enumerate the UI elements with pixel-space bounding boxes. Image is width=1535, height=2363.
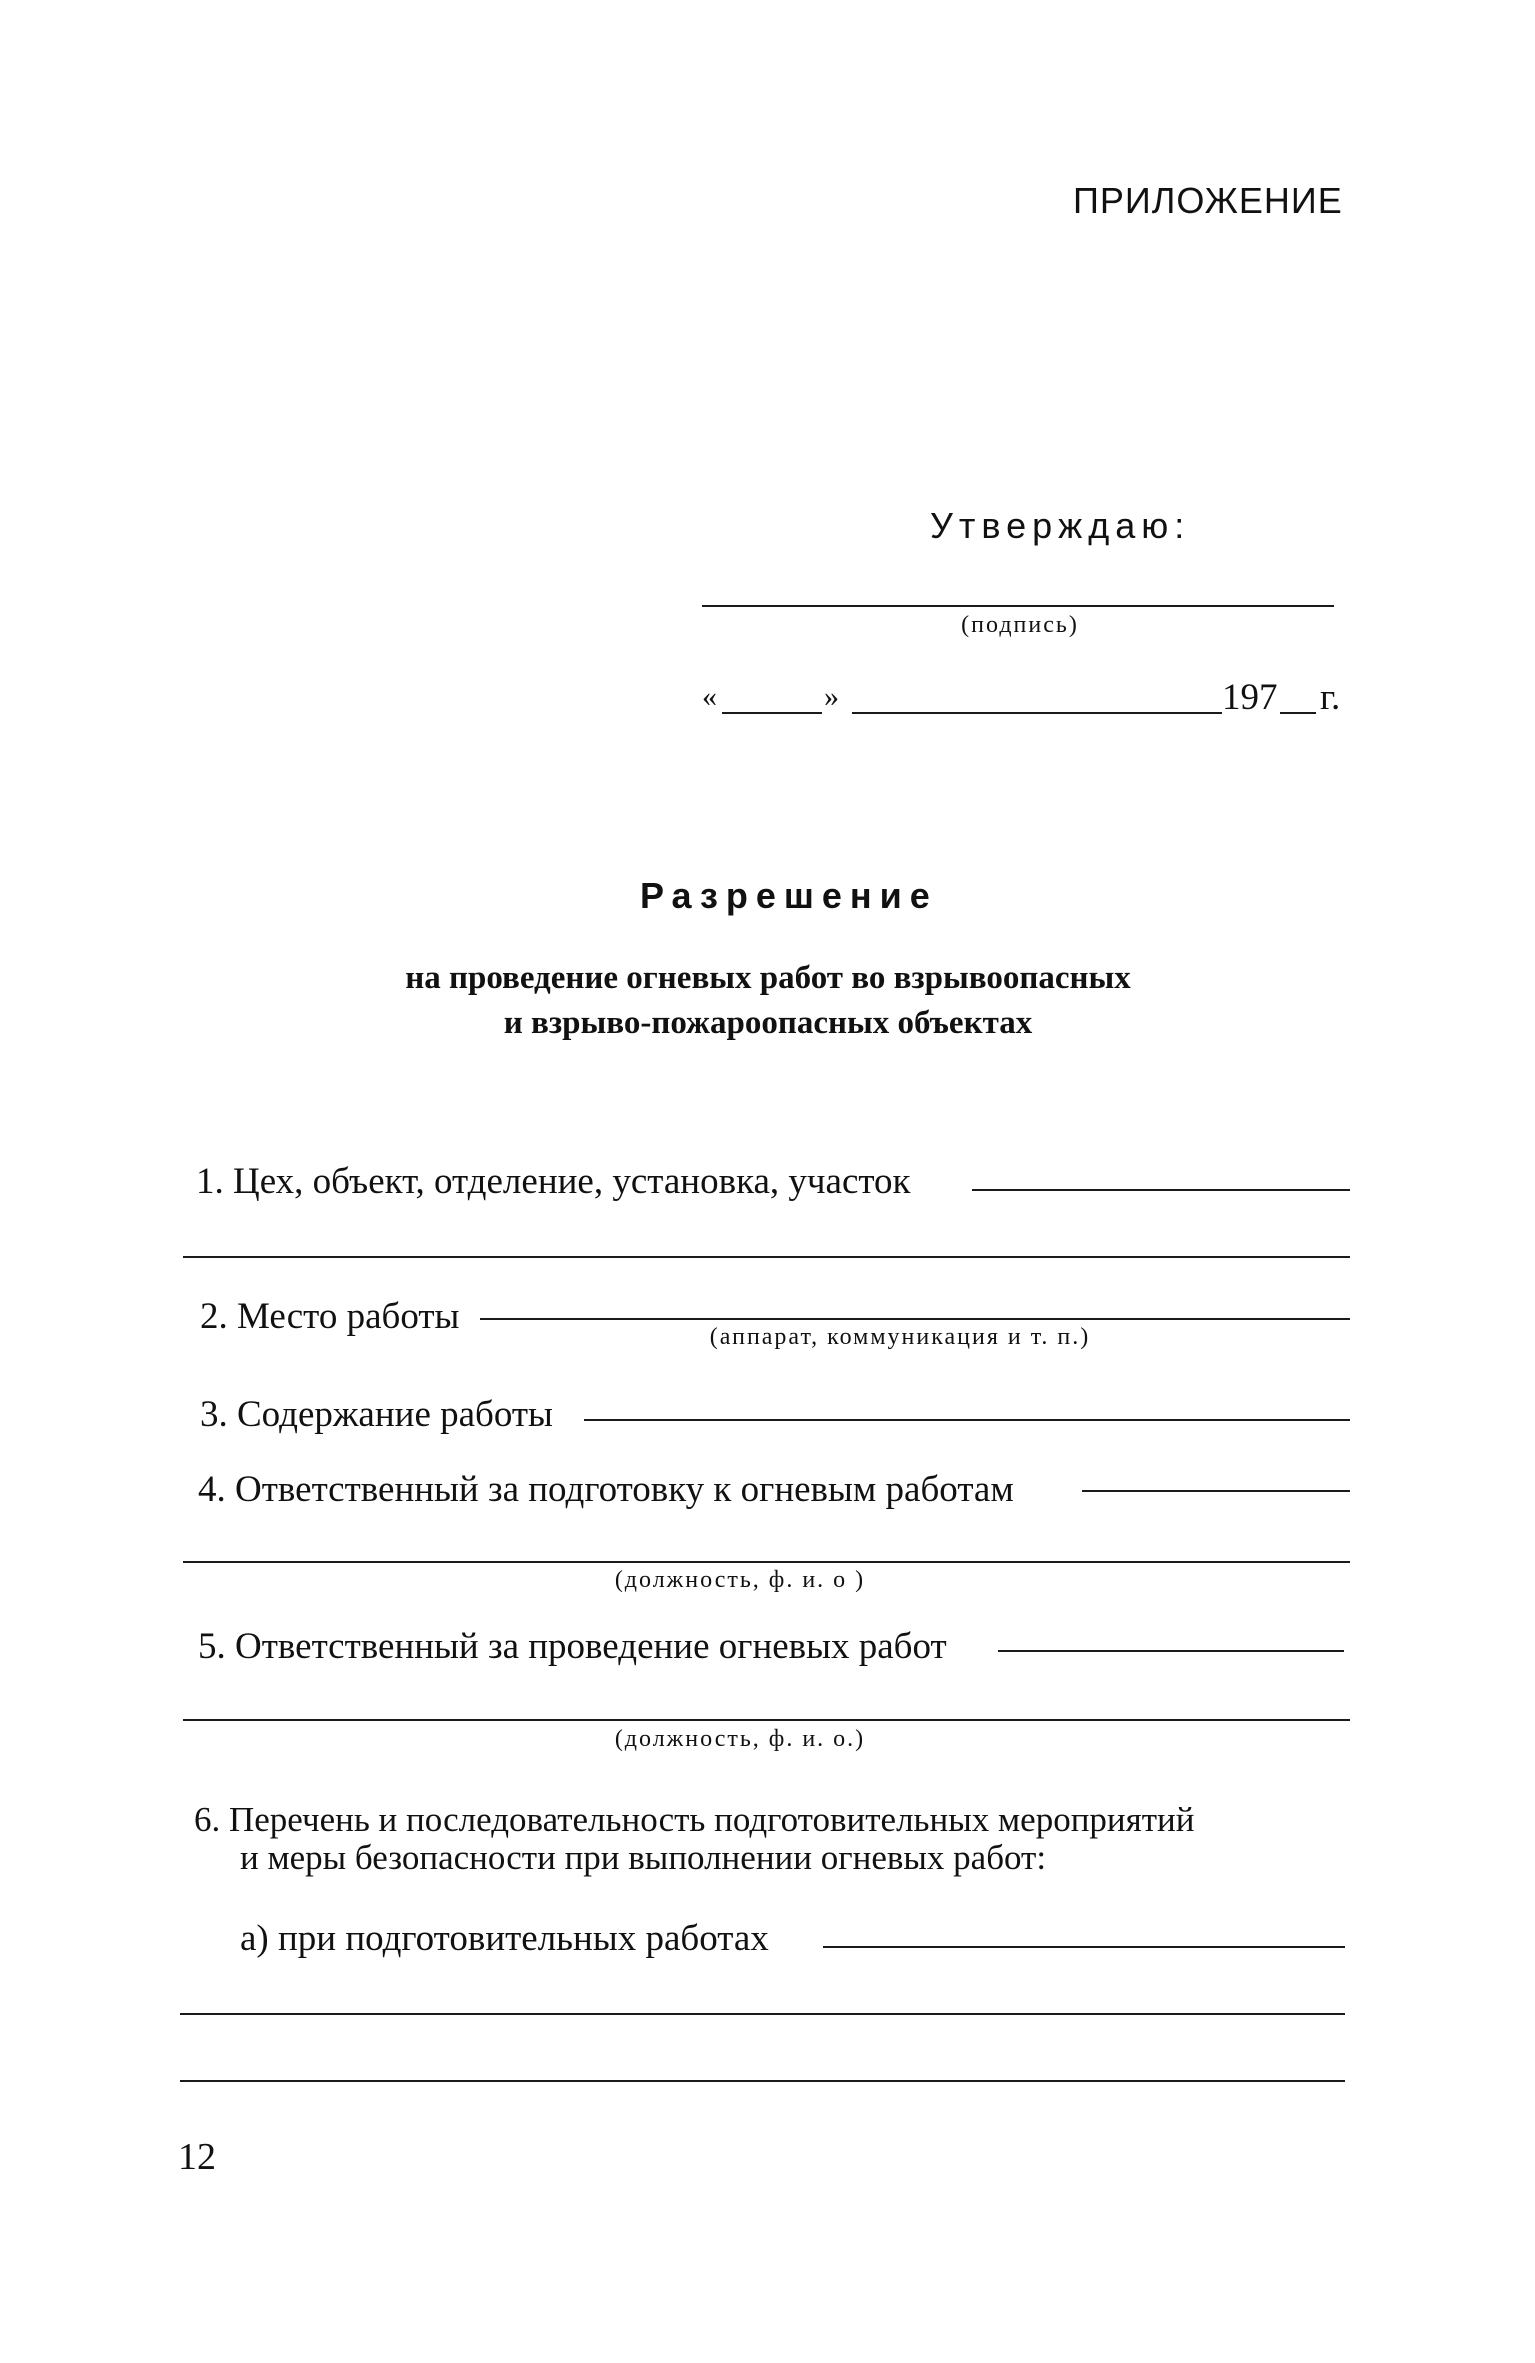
item-2-caption: (аппарат, коммуникация и т. п.) — [709, 1324, 1091, 1350]
date-open-quote: « — [702, 680, 717, 713]
document-subtitle-line1: на проведение огневых работ во взрывоопасных — [405, 960, 1131, 996]
item-4-caption: (должность, ф. и. о ) — [614, 1567, 866, 1593]
item-6a-field-continued-2[interactable] — [180, 2080, 1345, 2082]
item-1-field[interactable] — [972, 1189, 1350, 1191]
item-2-field[interactable] — [480, 1318, 1350, 1320]
item-6a-label: а) при подготовительных работах — [240, 1918, 769, 1959]
date-year-line[interactable] — [1280, 712, 1316, 714]
item-3-field[interactable] — [584, 1419, 1350, 1421]
item-6-label-line2: и меры безопасности при выполнении огневых работ: — [240, 1838, 1047, 1877]
approval-date-row — [702, 677, 1362, 724]
item-5-field-continued[interactable] — [183, 1719, 1350, 1721]
item-6a-field[interactable] — [823, 1946, 1345, 1948]
date-year-prefix: 197 — [1222, 677, 1278, 718]
document-subtitle — [268, 956, 1268, 1046]
item-3-label: 3. Содержание работы — [200, 1394, 553, 1435]
item-2-label: 2. Место работы — [200, 1296, 460, 1337]
date-month-line[interactable] — [852, 712, 1222, 714]
signature-caption: (подпись) — [961, 612, 1079, 638]
item-1-label: 1. Цех, объект, отделение, установка, участок — [196, 1161, 911, 1202]
item-1-field-continued[interactable] — [183, 1256, 1350, 1258]
item-4-field-continued[interactable] — [183, 1561, 1350, 1563]
item-5-field[interactable] — [998, 1650, 1344, 1652]
document-subtitle-line2: и взрыво-пожароопасных объектах — [503, 1005, 1033, 1041]
date-day-line[interactable] — [722, 712, 822, 714]
document-title: Разрешение — [640, 875, 938, 916]
page-number: 12 — [178, 2136, 216, 2178]
item-4-label: 4. Ответственный за подготовку к огневым работам — [198, 1469, 1014, 1510]
item-4-field[interactable] — [1082, 1490, 1350, 1492]
date-year-suffix: г. — [1320, 677, 1341, 718]
date-close-quote: » — [824, 680, 839, 713]
approval-title: Утверждаю: — [930, 505, 1191, 546]
appendix-label: ПРИЛОЖЕНИЕ — [1073, 180, 1343, 221]
signature-line[interactable] — [702, 605, 1334, 607]
item-5-caption: (должность, ф. и. о.) — [614, 1726, 866, 1752]
item-6a-field-continued-1[interactable] — [180, 2013, 1345, 2015]
item-6-label: 6. Перечень и последовательность подготовительных мероприятий — [194, 1800, 1195, 1839]
item-5-label: 5. Ответственный за проведение огневых работ — [198, 1626, 947, 1667]
